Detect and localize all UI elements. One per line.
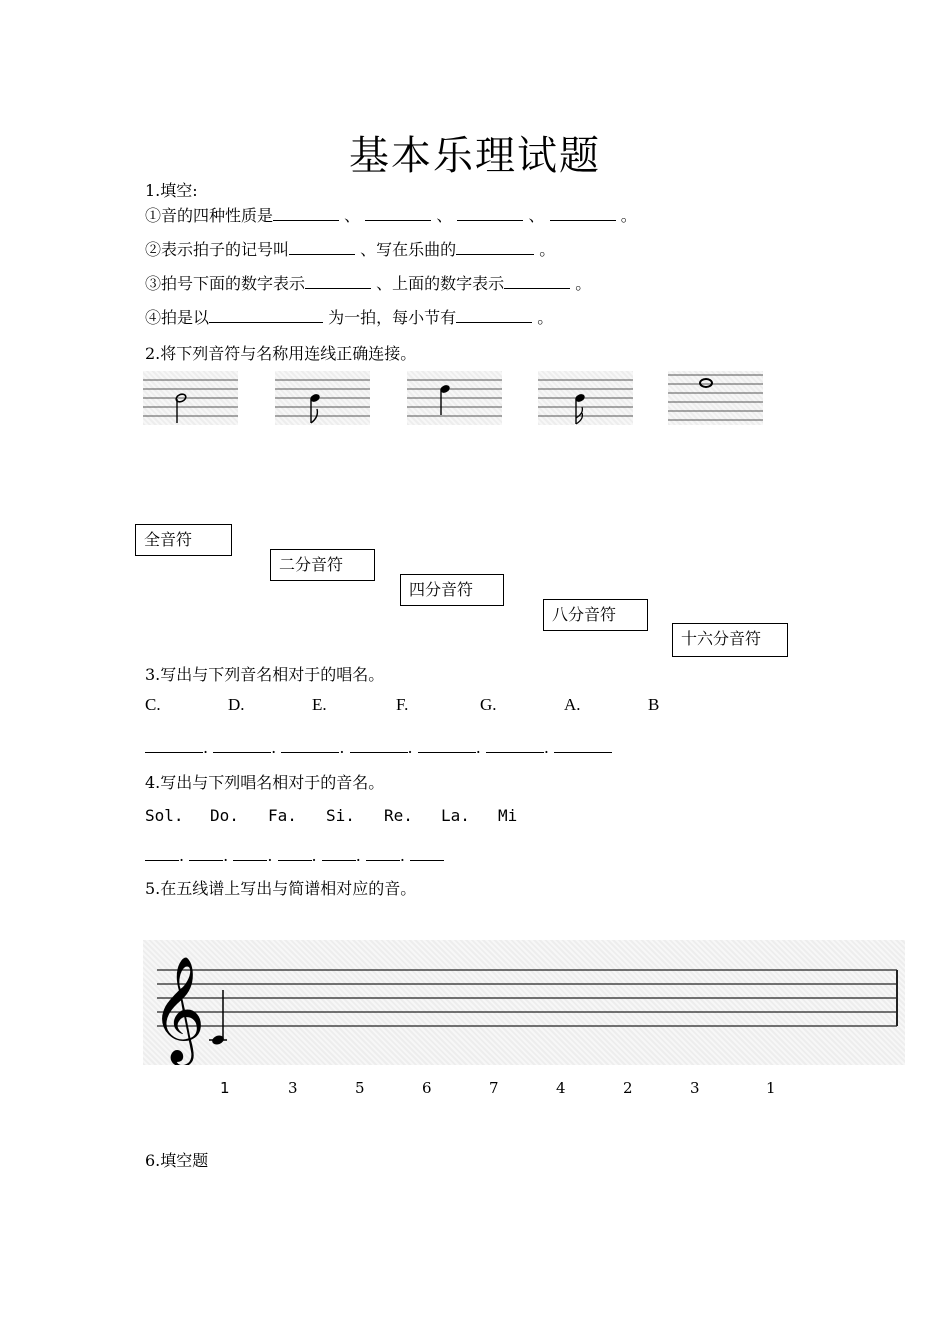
q4-answer-row: . . . . . . bbox=[145, 844, 444, 865]
treble-staff[interactable] bbox=[143, 940, 905, 1065]
jianpu-note: 3 bbox=[690, 1079, 700, 1097]
answer-blank[interactable] bbox=[350, 736, 408, 753]
box-label: 全音符 bbox=[144, 530, 193, 549]
answer-blank[interactable] bbox=[550, 204, 616, 221]
answer-blank[interactable] bbox=[273, 204, 339, 221]
answer-blank[interactable] bbox=[365, 204, 431, 221]
answer-blank[interactable] bbox=[209, 306, 323, 323]
answer-blank[interactable] bbox=[145, 844, 179, 861]
answer-blank[interactable] bbox=[410, 844, 444, 861]
answer-blank[interactable] bbox=[456, 306, 532, 323]
answer-blank[interactable] bbox=[418, 736, 476, 753]
answer-blank[interactable] bbox=[289, 238, 355, 255]
answer-blank[interactable] bbox=[504, 272, 570, 289]
jianpu-note: 4 bbox=[556, 1079, 566, 1097]
q6-heading: 6.填空题 bbox=[145, 1151, 209, 1170]
box-label: 八分音符 bbox=[552, 605, 617, 624]
q4-heading: 4.写出与下列唱名相对于的音名。 bbox=[145, 773, 385, 792]
q1-l1-text: ①音的四种性质是 bbox=[145, 206, 274, 225]
q1-line-4 bbox=[145, 305, 553, 328]
quarter-note-box[interactable] bbox=[400, 574, 504, 606]
jianpu-note: 7 bbox=[489, 1079, 499, 1097]
jianpu-note: 2 bbox=[623, 1079, 633, 1097]
jianpu-note: 5 bbox=[355, 1079, 365, 1097]
note-name: C. bbox=[145, 695, 161, 714]
eighth-note-box[interactable] bbox=[543, 599, 648, 631]
q1-line-1 bbox=[145, 203, 637, 226]
q1-l2-mid: 、写在乐曲的 bbox=[360, 240, 457, 259]
jianpu-note: 3 bbox=[288, 1079, 298, 1097]
solfege-name: Re. bbox=[384, 806, 413, 825]
period: 。 bbox=[537, 308, 554, 327]
answer-blank[interactable] bbox=[213, 736, 271, 753]
box-label: 四分音符 bbox=[409, 580, 474, 599]
period: 。 bbox=[539, 240, 556, 259]
q1-l3-text: ③拍号下面的数字表示 bbox=[145, 274, 306, 293]
q1-heading: 1.填空: bbox=[145, 181, 198, 200]
solfege-name: Do. bbox=[210, 806, 239, 825]
box-label: 十六分音符 bbox=[681, 629, 762, 648]
answer-blank[interactable] bbox=[457, 204, 523, 221]
sixteenth-note-box[interactable] bbox=[672, 623, 788, 657]
separator: 、 bbox=[344, 206, 361, 225]
eighth-note-image[interactable] bbox=[275, 371, 370, 425]
solfege-name: Sol. bbox=[145, 806, 184, 825]
q1-l2-text: ②表示拍子的记号叫 bbox=[145, 240, 290, 259]
q2-heading: 2.将下列音符与名称用连线正确连接。 bbox=[145, 344, 417, 363]
solfege-name: La. bbox=[441, 806, 470, 825]
period: 。 bbox=[620, 206, 637, 225]
q1-line-2 bbox=[145, 237, 555, 260]
answer-blank[interactable] bbox=[281, 736, 339, 753]
answer-blank[interactable] bbox=[366, 844, 400, 861]
note-name: E. bbox=[312, 695, 327, 714]
note-name: B bbox=[648, 695, 660, 714]
q1-l4-mid: 为一拍，每小节有 bbox=[328, 308, 457, 327]
jianpu-note: 1 bbox=[220, 1079, 230, 1097]
answer-blank[interactable] bbox=[189, 844, 223, 861]
separator: 、 bbox=[528, 206, 545, 225]
q3-answer-row: . . . . . . bbox=[145, 736, 612, 757]
answer-blank[interactable] bbox=[145, 736, 203, 753]
jianpu-note: 6 bbox=[422, 1079, 432, 1097]
separator: 、 bbox=[436, 206, 453, 225]
q1-line-3 bbox=[145, 271, 591, 294]
note-name: D. bbox=[228, 695, 245, 714]
half-note-image[interactable] bbox=[143, 371, 238, 425]
answer-blank[interactable] bbox=[486, 736, 544, 753]
answer-blank[interactable] bbox=[456, 238, 534, 255]
quarter-note-image[interactable] bbox=[407, 371, 502, 425]
solfege-name: Mi bbox=[498, 806, 518, 825]
period: 。 bbox=[575, 274, 592, 293]
answer-blank[interactable] bbox=[305, 272, 371, 289]
q5-heading: 5.在五线谱上写出与简谱相对应的音。 bbox=[145, 879, 417, 898]
jianpu-note: 1 bbox=[766, 1079, 776, 1097]
note-name: A. bbox=[564, 695, 581, 714]
whole-note-image[interactable] bbox=[668, 371, 763, 425]
note-name: F. bbox=[396, 695, 409, 714]
answer-blank[interactable] bbox=[278, 844, 312, 861]
answer-blank[interactable] bbox=[233, 844, 267, 861]
q1-l4-text: ④拍是以 bbox=[145, 308, 210, 327]
half-note-box[interactable] bbox=[270, 549, 375, 581]
whole-note-box[interactable] bbox=[135, 524, 232, 556]
solfege-name: Si. bbox=[326, 806, 355, 825]
answer-blank[interactable] bbox=[322, 844, 356, 861]
treble-clef-icon: 𝄞 bbox=[151, 955, 206, 1062]
box-label: 二分音符 bbox=[279, 555, 344, 574]
q3-heading: 3.写出与下列音名相对于的唱名。 bbox=[145, 665, 385, 684]
page-title: 基本乐理试题 bbox=[349, 133, 601, 179]
q1-l3-mid: 、上面的数字表示 bbox=[376, 274, 505, 293]
sixteenth-note-image[interactable] bbox=[538, 371, 633, 425]
answer-blank[interactable] bbox=[554, 736, 612, 753]
note-name: G. bbox=[480, 695, 497, 714]
solfege-name: Fa. bbox=[268, 806, 297, 825]
